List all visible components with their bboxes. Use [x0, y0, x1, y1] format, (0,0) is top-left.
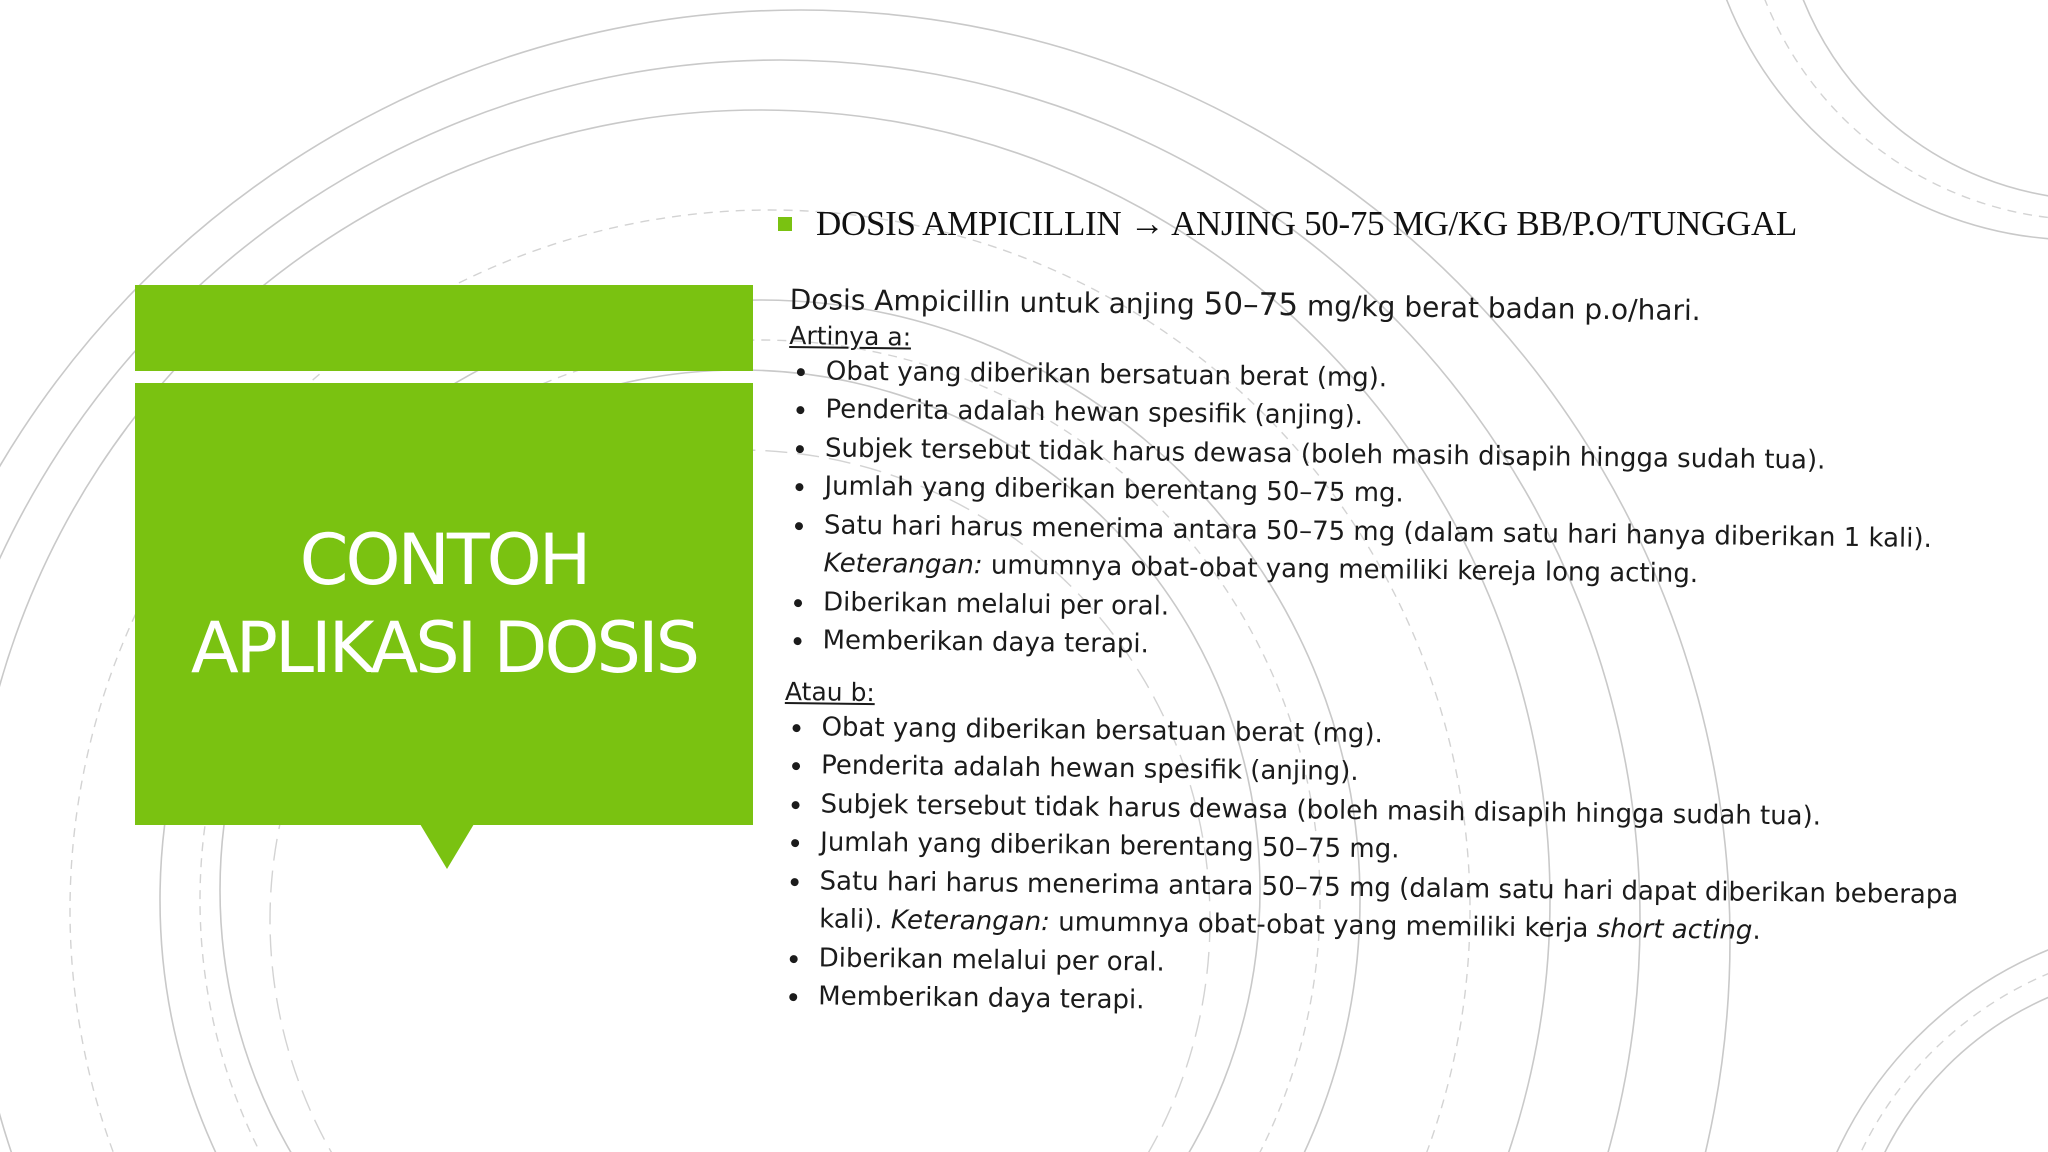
note-prefix: kali). [819, 904, 883, 936]
section-a-list [785, 351, 1989, 674]
note-text: umumnya obat-obat yang memiliki kereja long acting. [990, 550, 1699, 590]
list-item-text: Subjek tersebut tidak harus dewasa (boleh masih disapih hingga sudah tua). [820, 788, 1822, 832]
list-item-text: Memberikan daya terapi. [822, 625, 1150, 660]
square-bullet-icon [778, 217, 792, 231]
list-item-text: Satu hari harus menerima antara 50–75 mg (dalam satu hari hanya diberikan 1 kali). [823, 509, 1933, 554]
section-b-heading: Atau b: [784, 676, 876, 707]
note-emphasis: short acting [1596, 913, 1753, 946]
list-item [786, 505, 1987, 597]
bullet-dot-icon [794, 599, 802, 607]
list-item-text: Jumlah yang diberikan berentang 50–75 mg. [824, 471, 1404, 509]
bullet-dot-icon [791, 878, 799, 886]
list-item [782, 861, 1983, 953]
note-text: umumnya obat-obat yang memiliki kerja [1058, 907, 1589, 944]
arrow-right-icon: → [1129, 204, 1165, 243]
bullet-dot-icon [796, 406, 804, 414]
list-item-text: Obat yang diberikan bersatuan berat (mg). [821, 711, 1384, 749]
dose-intro-end: mg/kg berat badan p.o/hari. [1306, 289, 1701, 328]
list-item-text: Satu hari harus menerima antara 50–75 mg (dalam satu hari dapat diberikan beberapa [819, 865, 1959, 910]
list-item-text: Diberikan melalui per oral. [818, 942, 1165, 978]
bullet-dot-icon [790, 955, 798, 963]
bullet-dot-icon [792, 762, 800, 770]
dose-heading-part-2: ANJING 50-75 MG/KG BB/P.O/TUNGGAL [1171, 204, 1798, 243]
bullet-dot-icon [795, 522, 803, 530]
bullet-dot-icon [792, 724, 800, 732]
slide-title [191, 516, 697, 692]
dose-heading-text [816, 204, 1797, 244]
dose-heading [778, 204, 2018, 244]
note-label: Keterangan: [890, 905, 1051, 938]
list-item-text: Obat yang diberikan bersatuan berat (mg). [825, 355, 1388, 393]
title-panel-pointer [420, 824, 474, 869]
note-label: Keterangan: [823, 548, 983, 581]
dose-intro-range: 50–75 [1203, 286, 1299, 324]
bullet-dot-icon [789, 993, 797, 1001]
bullet-dot-icon [792, 801, 800, 809]
section-a-heading: Artinya a: [789, 320, 912, 351]
title-panel [135, 383, 753, 825]
scanned-text-excerpt [781, 280, 1990, 1030]
list-item-text: Jumlah yang diberikan berentang 50–75 mg. [819, 827, 1400, 865]
list-item-text: Diberikan melalui per oral. [822, 586, 1170, 622]
dose-heading-part-1: DOSIS AMPICILLIN [816, 204, 1122, 243]
list-item-text: Memberikan daya terapi. [818, 981, 1145, 1016]
bullet-dot-icon [794, 637, 802, 645]
section-b-list [781, 707, 1985, 1030]
list-item-text: Subjek tersebut tidak harus dewasa (boleh masih disapih hingga sudah tua). [824, 432, 1826, 476]
slide-title-line-1: CONTOH [299, 519, 589, 601]
bullet-dot-icon [796, 445, 804, 453]
bullet-dot-icon [795, 483, 803, 491]
bullet-dot-icon [791, 839, 799, 847]
list-item-text: Penderita adalah hewan spesifik (anjing). [825, 394, 1364, 432]
note-end: . [1752, 915, 1761, 946]
title-panel-top-strip [135, 285, 753, 371]
dose-intro-start: Dosis Ampicillin untuk anjing [789, 282, 1195, 321]
bullet-dot-icon [797, 368, 805, 376]
slide-title-line-2: APLIKASI DOSIS [190, 607, 698, 689]
list-item-text: Penderita adalah hewan spesifik (anjing). [820, 750, 1359, 787]
